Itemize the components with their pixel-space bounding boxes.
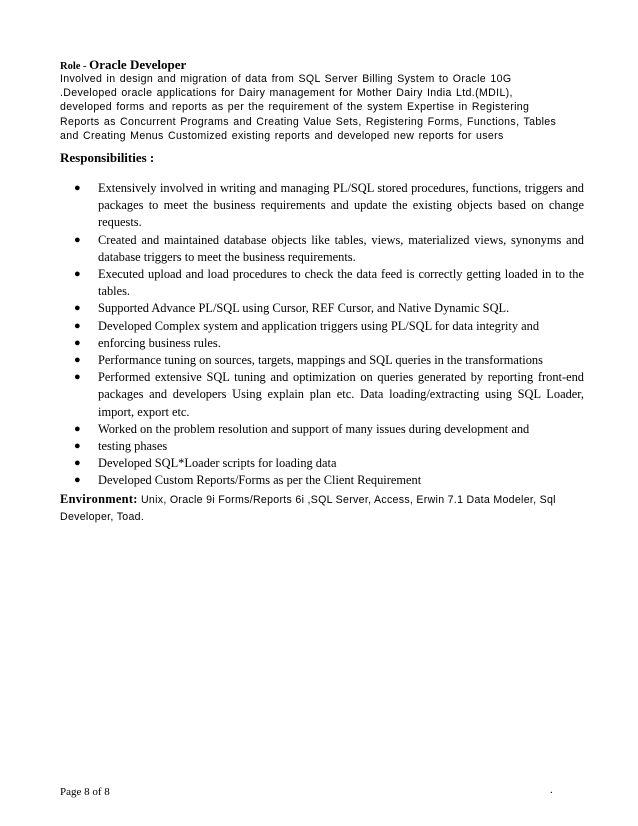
list-item [74, 421, 584, 438]
role-title: Oracle Developer [89, 57, 187, 72]
responsibilities-heading: Responsibilities : [60, 150, 155, 165]
footer-mark: . [550, 784, 553, 796]
role-label: Role - [60, 61, 90, 72]
bullet-icon: ● [74, 336, 81, 349]
list-item [74, 300, 584, 317]
list-item-text: Created and maintained database objects like tables, views, materialized views, synonyms and database triggers to meet the business requirements. [98, 232, 584, 264]
list-item-text: Executed upload and load procedures to check the data feed is correctly getting loaded in to the tables. [98, 267, 584, 299]
list-item-text: Extensively involved in writing and managing PL/SQL stored procedures, functions, triggers and packages to meet the business requirements and update the existing objects based on change requests. [98, 181, 584, 230]
summary-line: and Creating Menus Customized existing reports and developed new reports for users [60, 129, 504, 142]
list-item [74, 352, 584, 369]
bullet-icon: ● [74, 474, 81, 487]
bullet-icon: ● [74, 457, 81, 470]
list-item [74, 455, 584, 472]
responsibilities-list [74, 180, 584, 490]
role-summary [60, 72, 580, 143]
bullet-icon: ● [74, 440, 81, 453]
bullet-icon: ● [74, 354, 81, 367]
page-number: Page 8 of 8 [60, 786, 110, 798]
list-item [74, 232, 584, 266]
list-item-text: Developed SQL*Loader scripts for loading data [98, 456, 337, 471]
bullet-icon: ● [74, 319, 81, 332]
environment-section [60, 491, 580, 526]
bullet-icon: ● [74, 422, 81, 435]
environment-value: Unix, Oracle 9i Forms/Reports 6i ,SQL Server, Access, Erwin 7.1 Data Modeler, Sql Developer, Toad. [60, 494, 556, 523]
summary-line: .Developed oracle applications for Dairy management for Mother Dairy India Ltd.(MDIL), [60, 87, 513, 100]
list-item-text: Worked on the problem resolution and support of many issues during development and [98, 421, 530, 436]
summary-line: developed forms and reports as per the requirement of the system Expertise in Registering [60, 101, 530, 114]
summary-line: Involved in design and migration of data from SQL Server Billing System to Oracle 10G [60, 73, 512, 85]
list-item [74, 438, 584, 455]
list-item-text: Supported Advance PL/SQL using Cursor, REF Cursor, and Native Dynamic SQL. [98, 301, 510, 316]
summary-line: Reports as Concurrent Programs and Creating Value Sets, Registering Forms, Functions, Tables [60, 115, 557, 128]
bullet-icon: ● [74, 268, 81, 281]
list-item-text: enforcing business rules. [98, 335, 221, 350]
list-item-text: Developed Complex system and application triggers using PL/SQL for data integrity and [98, 318, 540, 333]
list-item-text: testing phases [98, 439, 168, 454]
list-item-text: Performance tuning on sources, targets, mappings and SQL queries in the transformations [98, 353, 543, 368]
environment-label: Environment: [60, 492, 138, 506]
list-item [74, 318, 584, 335]
list-item [74, 369, 584, 421]
bullet-icon: ● [74, 182, 81, 194]
list-item [74, 472, 584, 489]
bullet-icon: ● [74, 371, 81, 384]
list-item [74, 335, 584, 352]
list-item-text: Developed Custom Reports/Forms as per the Client Requirement [98, 473, 422, 488]
list-item [74, 180, 584, 232]
bullet-icon: ● [74, 302, 81, 315]
list-item [74, 266, 584, 300]
list-item-text: Performed extensive SQL tuning and optimization on queries generated by reporting front-end packages and developers Using explain plan etc. Data loading/extracting using SQL Loader, import, export etc. [98, 370, 584, 419]
bullet-icon: ● [74, 233, 81, 246]
